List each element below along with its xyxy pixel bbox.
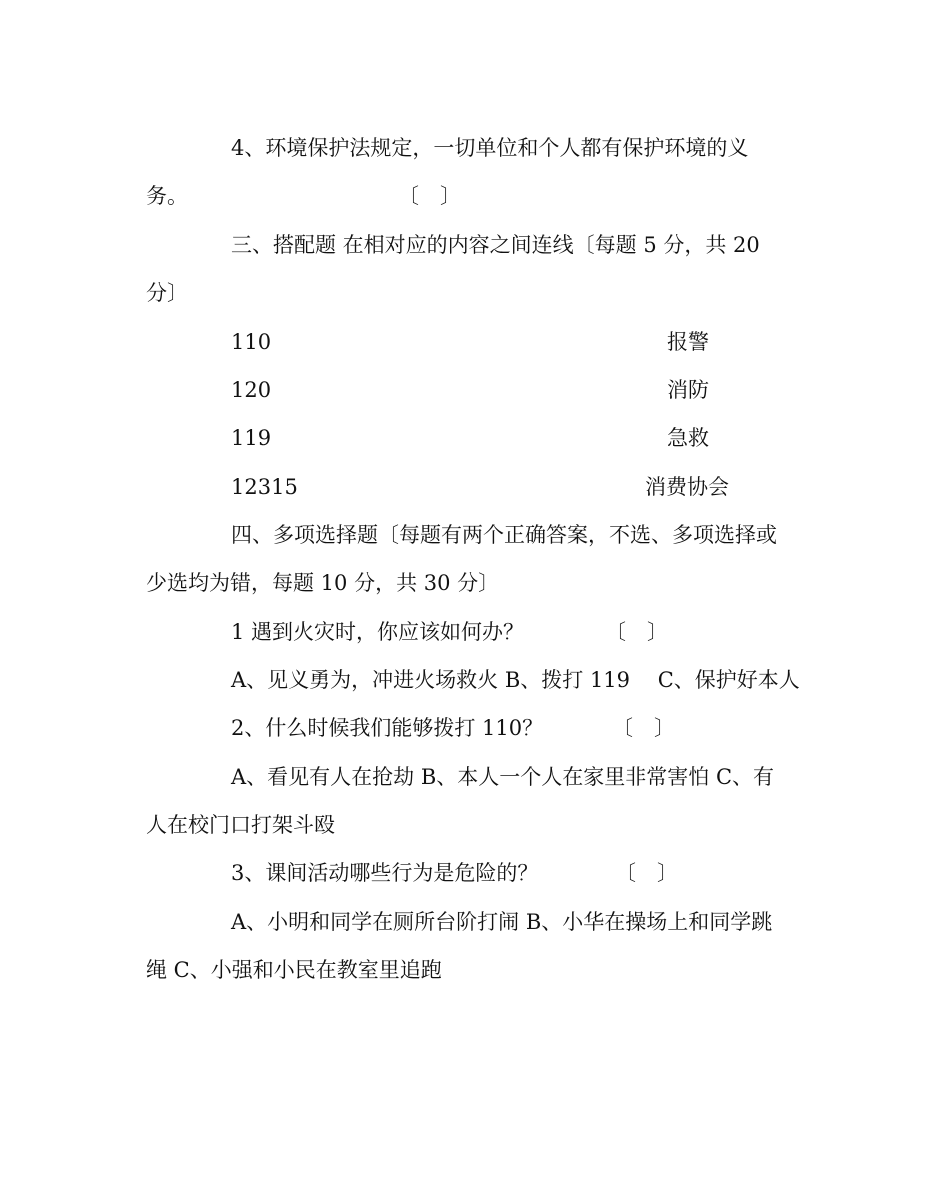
s4-q1-question: 1 遇到火灾时，你应该如何办？ [231, 620, 525, 644]
s4-q3-answer-bracket: 〔 〕 [615, 861, 678, 885]
s4-q2-options-line-2: 人在校门口打架斗殴 [146, 813, 335, 837]
section3-heading-line-1: 三、搭配题 在相对应的内容之间连线〔每题 5 分，共 20 [231, 233, 760, 257]
s4-q3-options-line-2: 绳 C、小强和小民在教室里追跑 [146, 958, 442, 982]
section4-heading-line-1: 四、多项选择题〔每题有两个正确答案，不选、多项选择或 [231, 523, 777, 547]
match-left-12315: 12315 [231, 475, 298, 499]
s4-q1-options: A、见义勇为，冲进火场救火 B、拨打 119 C、保护好本人 [231, 668, 800, 692]
s4-q2-options-line-1: A、看见有人在抢劫 B、本人一个人在家里非常害怕 C、有 [231, 765, 775, 789]
s4-q3-options-line-1: A、小明和同学在厕所台阶打闹 B、小华在操场上和同学跳 [231, 910, 773, 934]
match-right-jijiu: 急救 [667, 426, 709, 450]
match-right-baojing: 报警 [667, 330, 709, 354]
s4-q3-question: 3、课间活动哪些行为是危险的？ [231, 861, 539, 885]
section3-heading-line-2: 分〕 [146, 281, 188, 305]
s4-q1-answer-bracket: 〔 〕 [605, 620, 668, 644]
q4-line-1: 4、环境保护法规定，一切单位和个人都有保护环境的义 [231, 136, 749, 160]
s4-q2-question: 2、什么时候我们能够拨打 110？ [231, 716, 544, 740]
match-left-110: 110 [231, 330, 272, 354]
q4-line-2: 务。 [146, 184, 188, 208]
section4-heading-line-2: 少选均为错，每题 10 分，共 30 分〕 [146, 571, 500, 595]
s4-q2-answer-bracket: 〔 〕 [612, 716, 675, 740]
match-left-119: 119 [231, 426, 272, 450]
q4-answer-bracket: 〔 〕 [398, 184, 461, 208]
match-right-xiaofang: 消防 [667, 378, 709, 402]
match-right-xiaofeixiehui: 消费协会 [645, 475, 729, 499]
match-left-120: 120 [231, 378, 272, 402]
